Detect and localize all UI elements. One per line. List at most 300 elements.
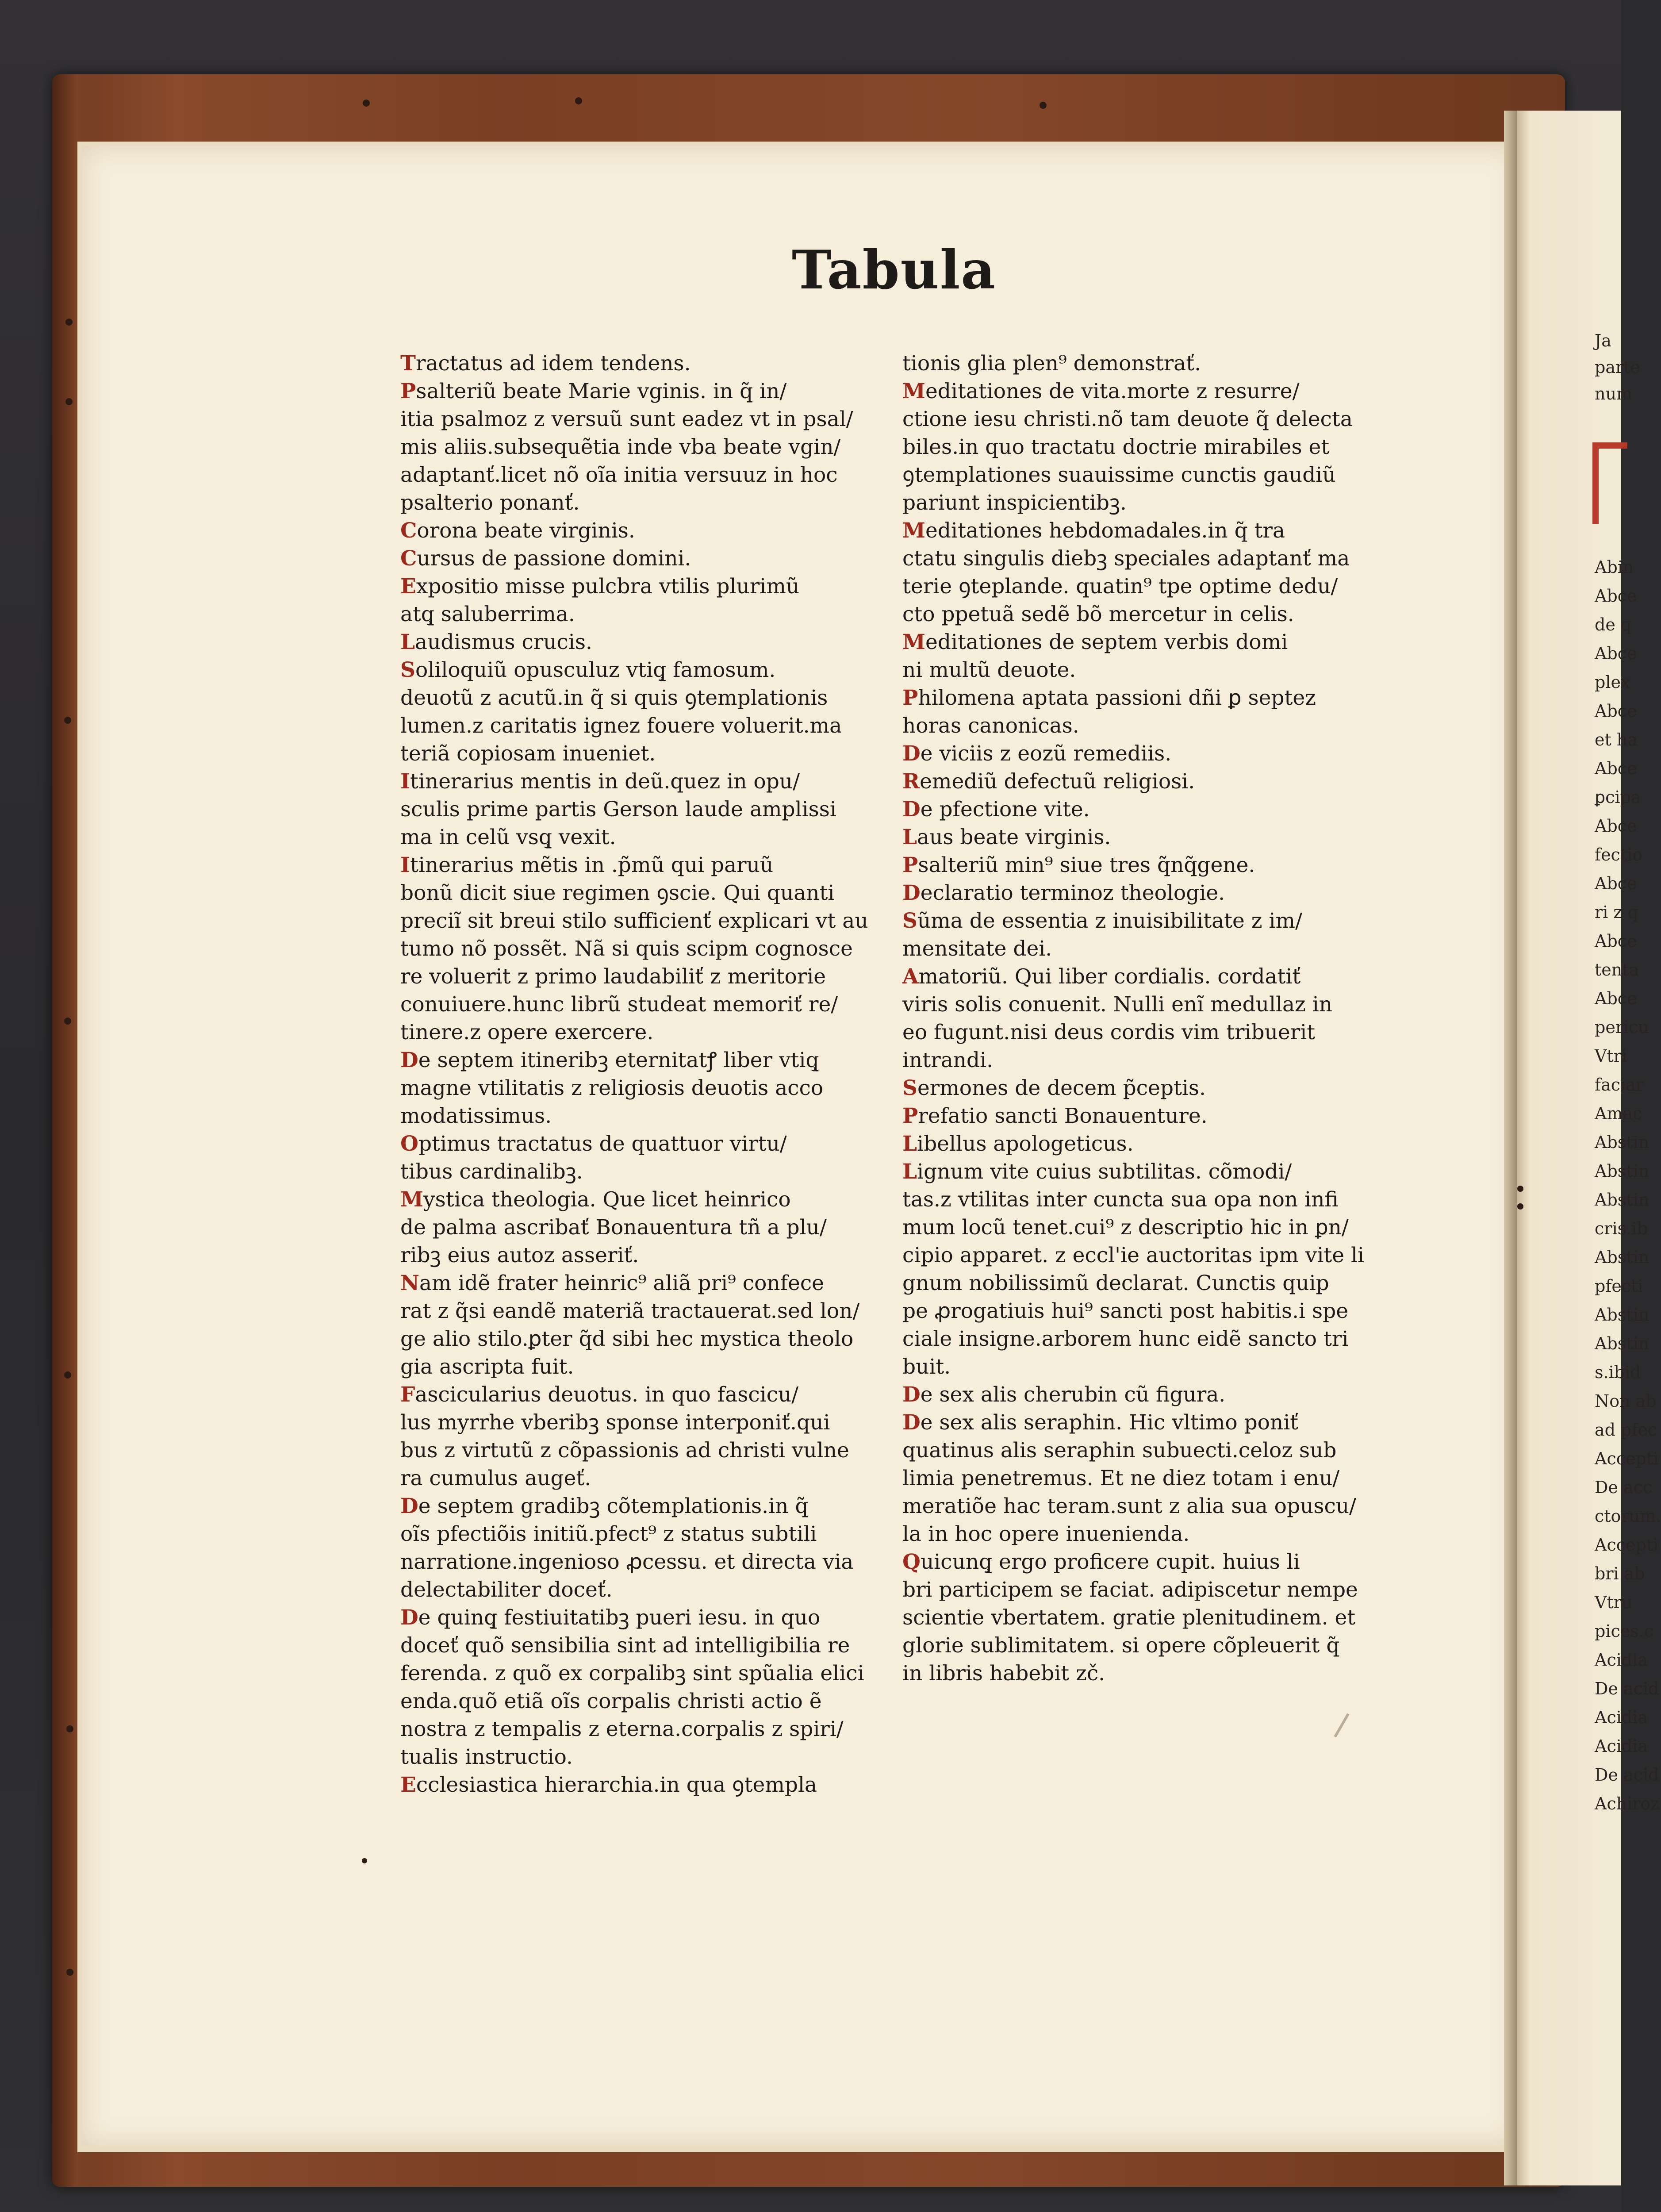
text-line: [902, 991, 1364, 1018]
text-line: [902, 1576, 1364, 1604]
red-initial: A: [902, 964, 919, 989]
facing-line: Abstin: [1595, 1334, 1649, 1353]
line-text: editationes hebdomadales.in q̃ tra: [925, 518, 1285, 543]
text-line: [902, 1241, 1364, 1269]
text-line: [902, 851, 1364, 879]
facing-line: bri ab: [1595, 1564, 1645, 1583]
text-line: [902, 1102, 1364, 1130]
red-initial: Q: [902, 1550, 921, 1574]
line-text: cipio apparet. z eccl'ie auctoritas ipm vite li: [902, 1243, 1365, 1267]
text-line: [902, 1018, 1364, 1046]
facing-line: Abce: [1595, 989, 1637, 1008]
facing-line: Abce: [1595, 759, 1637, 778]
red-initial: S: [902, 909, 917, 933]
red-initial: C: [400, 546, 417, 571]
text-line: [400, 1269, 868, 1297]
facing-line: et ha: [1595, 730, 1638, 749]
text-line: [400, 433, 868, 461]
red-initial: S: [400, 658, 415, 682]
line-text: pe ꝓrogatiuis hui⁹ sancti post habitis.i spe: [902, 1299, 1349, 1323]
line-text: ractatus ad idem tendens.: [415, 351, 691, 376]
line-text: tibus cardinalibꝫ.: [400, 1160, 583, 1184]
text-line: [902, 377, 1364, 405]
red-initial: D: [400, 1605, 418, 1630]
red-initial: O: [400, 1132, 418, 1156]
text-line: [902, 1604, 1364, 1632]
line-text: la in hoc opere inuenienda.: [902, 1522, 1190, 1546]
binding-hole: [64, 1371, 71, 1379]
text-line: [902, 823, 1364, 851]
line-text: uicunq̧ ergo proficere cupit. huius li: [920, 1550, 1300, 1574]
line-text: am idẽ frater heinric⁹ aliã pri⁹ confece: [419, 1271, 824, 1295]
line-text: eclaratio terminoz theologie.: [920, 881, 1225, 905]
text-line: [400, 1158, 868, 1186]
text-line: [400, 1297, 868, 1325]
facing-line: Acidia: [1595, 1708, 1648, 1727]
text-line: [902, 1409, 1364, 1436]
text-line: [902, 1381, 1364, 1409]
red-initial: P: [902, 686, 918, 710]
page-spot: [1517, 1186, 1523, 1192]
line-text: tinere.z opere exercere.: [400, 1020, 654, 1045]
facing-line: Achiroz: [1595, 1794, 1660, 1813]
line-text: editationes de vita.morte z resurre/: [925, 379, 1300, 403]
text-line: [400, 1715, 868, 1743]
line-text: meratiõe hac teram.sunt z alia sua opuscu/: [902, 1494, 1356, 1518]
facing-line: pfecti: [1595, 1276, 1643, 1296]
facing-line: ꝑcipa: [1595, 787, 1641, 807]
text-line: [400, 1353, 868, 1381]
text-line: [902, 517, 1364, 545]
red-initial: D: [902, 1382, 921, 1407]
line-text: mum locũ tenet.cui⁹ z descriptio hic in ꝑn/: [902, 1215, 1349, 1240]
text-line: [902, 935, 1364, 963]
facing-line: plex: [1595, 672, 1630, 692]
facing-line: Non ab: [1595, 1391, 1657, 1411]
line-text: tinerarius mentis in deũ.quez in opu/: [410, 769, 800, 794]
line-text: xpositio misse pulcbra vtilis plurimũ: [416, 574, 800, 599]
text-line: [902, 628, 1364, 656]
line-text: e viciis z eozũ remediis.: [920, 741, 1172, 766]
line-text: ciale insigne.arborem hunc eidẽ sancto tri: [902, 1327, 1349, 1351]
facing-line: Acidia: [1595, 1650, 1648, 1670]
text-line: [902, 1520, 1364, 1548]
line-text: bonũ dicit siue regimen ꝯscie. Qui quanti: [400, 881, 835, 905]
line-text: preciĩ sit breui stilo sufficienť explicari vt au: [400, 909, 868, 933]
line-text: ctione iesu christi.nõ tam deuote q̃ delecta: [902, 407, 1353, 431]
red-initial: L: [400, 630, 415, 654]
text-line: [902, 349, 1364, 377]
red-initial: D: [902, 881, 921, 905]
text-line: [902, 461, 1364, 489]
text-line: [400, 1074, 868, 1102]
text-line: [902, 545, 1364, 572]
binding-hole: [65, 319, 73, 326]
text-line: [400, 768, 868, 795]
line-text: e septem itineribꝫ eternitatꝭ liber vtiq̧: [418, 1048, 819, 1072]
text-line: [902, 1297, 1364, 1325]
line-text: aus beate virginis.: [917, 825, 1111, 849]
facing-line: Vtri: [1595, 1046, 1627, 1066]
text-line: [902, 1548, 1364, 1576]
line-text: mis aliis.subsequẽtia inde vba beate vgin/: [400, 435, 841, 459]
text-line: [400, 517, 868, 545]
line-text: modatissimus.: [400, 1104, 552, 1128]
facing-line: Abce: [1595, 644, 1637, 663]
line-text: rat z q̃si eandẽ materiã tractauerat.sed lon/: [400, 1299, 860, 1323]
text-line: [400, 879, 868, 907]
line-text: ferenda. z quõ ex corpalibꝫ sint spũalia elici: [400, 1661, 864, 1686]
binding-hole: [66, 1969, 73, 1976]
facing-line: fectio: [1595, 845, 1643, 864]
line-text: audismus crucis.: [415, 630, 592, 654]
facing-page-text: [1595, 553, 1661, 1818]
text-line: [400, 1687, 868, 1715]
facing-line: ri z q: [1595, 902, 1638, 922]
line-text: emediũ defectuũ religiosi.: [920, 769, 1195, 794]
text-line: [902, 489, 1364, 517]
facing-line: faciar: [1595, 1075, 1644, 1094]
line-text: e sex alis cherubin cũ figura.: [920, 1382, 1226, 1407]
line-text: sculis prime partis Gerson laude amplissi: [400, 797, 836, 822]
text-line: [902, 1214, 1364, 1241]
binding-hole: [363, 100, 370, 107]
text-line: [400, 628, 868, 656]
text-line: [902, 600, 1364, 628]
line-text: delectabiliter doceť.: [400, 1578, 613, 1602]
red-initial: P: [902, 1104, 918, 1128]
facing-line: Abce: [1595, 816, 1637, 836]
facing-line: Accepti: [1595, 1535, 1659, 1555]
text-line: [902, 879, 1364, 907]
text-line: [400, 1130, 868, 1158]
text-line: [400, 1464, 868, 1492]
text-line: [400, 1436, 868, 1464]
text-line: [902, 1325, 1364, 1353]
text-line: [902, 795, 1364, 823]
line-text: lumen.z caritatis ignez fouere voluerit.ma: [400, 714, 842, 738]
facing-line: pices.c: [1595, 1621, 1654, 1641]
text-line: [400, 1492, 868, 1520]
line-text: itia psalmoz z versuũ sunt eadez vt in psal/: [400, 407, 853, 431]
text-line: [400, 377, 868, 405]
red-initial: D: [902, 1410, 921, 1435]
line-text: biles.in quo tractatu doctrie mirabiles et: [902, 435, 1330, 459]
line-text: terie ꝯteplande. quatin⁹ tpe optime dedu/: [902, 574, 1338, 599]
line-text: magne vtilitatis z religiosis deuotis acco: [400, 1076, 824, 1100]
facing-line: pericu: [1595, 1018, 1649, 1037]
line-text: ignum vite cuius subtilitas. cõmodi/: [917, 1160, 1292, 1184]
line-text: adaptanť.licet nõ oĩa initia versuuz in hoc: [400, 463, 838, 487]
text-line: [400, 851, 868, 879]
red-initial: E: [400, 1773, 416, 1797]
text-line: [902, 1269, 1364, 1297]
red-initial: D: [902, 797, 921, 822]
binding-hole: [64, 717, 71, 724]
line-text: ꝯtemplationes suauissime cunctis gaudiũ: [902, 463, 1336, 487]
line-text: ma in celũ vsq̧ vexit.: [400, 825, 616, 849]
red-initial-mark: [1592, 442, 1627, 524]
text-line: [902, 1353, 1364, 1381]
facing-line: Abstin: [1595, 1248, 1649, 1267]
text-line: [902, 684, 1364, 712]
text-line: [400, 1102, 868, 1130]
line-text: gia ascripta fuit.: [400, 1355, 574, 1379]
text-line: [902, 572, 1364, 600]
text-line: [400, 1214, 868, 1241]
binding-hole: [1040, 102, 1047, 109]
line-text: doceť quõ sensibilia sint ad intelligibilia re: [400, 1633, 850, 1658]
text-line: [400, 405, 868, 433]
text-line: [400, 1604, 868, 1632]
facing-line: De acid: [1595, 1765, 1659, 1785]
line-text: ibellus apologeticus.: [917, 1132, 1134, 1156]
text-line: [902, 656, 1364, 684]
text-line: [400, 1018, 868, 1046]
line-text: ptimus tractatus de quattuor virtu/: [418, 1132, 787, 1156]
red-initial: P: [400, 379, 416, 403]
red-initial: M: [902, 630, 926, 654]
red-initial: T: [400, 351, 416, 376]
red-initial: E: [400, 574, 416, 599]
text-line: [400, 1771, 868, 1799]
line-text: e septem gradibꝫ cõtemplationis.in q̃: [418, 1494, 809, 1518]
facing-line: Acidia: [1595, 1736, 1648, 1756]
text-line: [400, 1046, 868, 1074]
facing-line: Abstin: [1595, 1305, 1649, 1325]
line-text: mensitate dei.: [902, 937, 1052, 961]
line-text: e quinq̧ festiuitatibꝫ pueri iesu. in quo: [418, 1605, 821, 1630]
facing-line: de q: [1595, 615, 1632, 634]
line-text: gnum nobilissimũ declarat. Cunctis quip: [902, 1271, 1329, 1295]
line-text: conuiuere.hunc librũ studeat memoriť re/: [400, 992, 838, 1017]
text-line: [400, 1520, 868, 1548]
red-initial: M: [400, 1187, 424, 1212]
facing-line: Abstin: [1595, 1161, 1649, 1181]
text-line: [400, 545, 868, 572]
text-line: [400, 1381, 868, 1409]
text-line: [902, 963, 1364, 991]
text-line: [902, 1464, 1364, 1492]
text-line: [400, 991, 868, 1018]
facing-line: ctorum.: [1595, 1506, 1661, 1526]
red-initial: L: [902, 825, 917, 849]
facing-line: Accepti: [1595, 1449, 1659, 1468]
text-line: [400, 740, 868, 768]
facing-line: Abce: [1595, 874, 1637, 893]
text-line: [400, 489, 868, 517]
line-text: tionis glia plen⁹ demonstrať.: [902, 351, 1201, 376]
line-text: bus z virtutũ z cõpassionis ad christi vulne: [400, 1438, 849, 1463]
facing-page-heading: [1595, 327, 1640, 407]
line-text: narratione.ingenioso ꝓcessu. et directa via: [400, 1550, 854, 1574]
red-initial: N: [400, 1271, 419, 1295]
line-text: lus myrrhe vberibꝫ sponse interponiť.qui: [400, 1410, 830, 1435]
text-line: [400, 600, 868, 628]
line-text: tualis instructio.: [400, 1745, 573, 1769]
binding-hole: [66, 1725, 73, 1732]
red-initial: L: [902, 1132, 917, 1156]
text-line: [902, 1130, 1364, 1158]
line-text: deuotũ z acutũ.in q̃ si quis ꝯtemplationis: [400, 686, 828, 710]
line-text: re voluerit z primo laudabiliť z meritorie: [400, 964, 826, 989]
line-text: bri participem se faciat. adipiscetur nempe: [902, 1578, 1358, 1602]
text-line: [400, 1186, 868, 1214]
binding-hole: [575, 97, 582, 104]
facing-line: Ja: [1595, 331, 1611, 350]
line-text: atq̧ saluberrima.: [400, 602, 575, 626]
red-initial: I: [400, 769, 410, 794]
facing-line: Amac: [1595, 1104, 1642, 1123]
text-line: [400, 684, 868, 712]
line-text: ursus de passione domini.: [417, 546, 691, 571]
line-text: oĩs pfectiõis initiũ.pfect⁹ z status subtili: [400, 1522, 817, 1546]
text-line: [902, 1632, 1364, 1659]
text-line: [902, 1186, 1364, 1214]
line-text: ge alio stilo.ꝑter q̃d sibi hec mystica theolo: [400, 1327, 854, 1351]
text-line: [400, 349, 868, 377]
text-line: [400, 1241, 868, 1269]
line-text: salteriũ beate Marie vginis. in q̃ in/: [416, 379, 787, 403]
text-line: [400, 935, 868, 963]
facing-line: s.ibid: [1595, 1363, 1641, 1382]
red-initial: M: [902, 379, 926, 403]
line-text: salteriũ min⁹ siue tres q̃nq̃gene.: [918, 853, 1255, 877]
red-initial: D: [400, 1494, 418, 1518]
line-text: orona beate virginis.: [417, 518, 635, 543]
line-text: ystica theologia. Que licet heinrico: [423, 1187, 791, 1212]
text-line: [400, 963, 868, 991]
facing-line: Abin: [1595, 557, 1634, 577]
text-line: [902, 1158, 1364, 1186]
facing-line: num: [1595, 384, 1632, 403]
facing-line: parte: [1595, 357, 1640, 377]
text-line: [400, 461, 868, 489]
line-text: cclesiastica hierarchia.in qua ꝯtempla: [416, 1773, 817, 1797]
line-text: scientie vbertatem. gratie plenitudinem. et: [902, 1605, 1356, 1630]
line-text: quatinus alis seraphin subuecti.celoz sub: [902, 1438, 1337, 1463]
facing-line: cris.ib: [1595, 1219, 1648, 1238]
facing-line: ad pfec: [1595, 1420, 1657, 1440]
binding-hole: [65, 398, 73, 405]
red-initial: D: [902, 741, 921, 766]
text-line: [400, 572, 868, 600]
facing-line: Abce: [1595, 701, 1637, 721]
red-initial: F: [400, 1382, 415, 1407]
text-line: [902, 768, 1364, 795]
line-text: glorie sublimitatem. si opere cõpleuerit q̃: [902, 1633, 1340, 1658]
line-text: pariunt inspicientibꝫ.: [902, 491, 1127, 515]
line-text: editationes de septem verbis domi: [925, 630, 1288, 654]
line-text: viris solis conuenit. Nulli enĩ medullaz in: [902, 992, 1333, 1017]
text-line: [902, 712, 1364, 740]
text-line: [902, 1659, 1364, 1687]
line-text: e sex alis seraphin. Hic vltimo poniť: [920, 1410, 1299, 1435]
line-text: ermones de decem p̃ceptis.: [917, 1076, 1206, 1100]
text-line: [902, 405, 1364, 433]
red-initial: C: [400, 518, 417, 543]
line-text: horas canonicas.: [902, 714, 1079, 738]
text-line: [400, 1659, 868, 1687]
page-title: Tabula: [792, 239, 997, 301]
line-text: ni multũ deuote.: [902, 658, 1076, 682]
line-text: in libris habebit zč.: [902, 1661, 1105, 1686]
facing-line: Vtru: [1595, 1593, 1633, 1612]
text-line: [400, 656, 868, 684]
line-text: tumo nõ possẽt. Nã si quis scipm cognosce: [400, 937, 853, 961]
line-text: ũma de essentia z inuisibilitate z im/: [917, 909, 1302, 933]
text-line: [400, 1576, 868, 1604]
line-text: psalterio ponanť.: [400, 491, 580, 515]
text-line: [902, 1046, 1364, 1074]
line-text: oliloquiũ opusculuz vtiq̧ famosum.: [415, 658, 776, 682]
facing-line: De acc: [1595, 1478, 1653, 1497]
line-text: cto ppetuã sedẽ bõ mercetur in celis.: [902, 602, 1294, 626]
line-text: nostra z tempalis z eterna.corpalis z spiri/: [400, 1717, 844, 1741]
text-line: [902, 907, 1364, 935]
right-text-column: [902, 349, 1364, 1687]
facing-line: Abce: [1595, 931, 1637, 951]
facing-line: De acid: [1595, 1679, 1659, 1698]
line-text: ra cumulus augeť.: [400, 1466, 591, 1490]
line-text: refatio sancti Bonauenture.: [918, 1104, 1208, 1128]
page-spot: [1517, 1203, 1523, 1210]
text-line: [902, 1436, 1364, 1464]
line-text: ctatu singulis diebꝫ speciales adaptanť ma: [902, 546, 1350, 571]
line-text: hilomena aptata passioni dñi ꝑ septez: [918, 686, 1316, 710]
text-line: [400, 823, 868, 851]
text-line: [400, 1409, 868, 1436]
line-text: e pfectione vite.: [920, 797, 1090, 822]
line-text: matoriũ. Qui liber cordialis. cordatiť: [918, 964, 1301, 989]
red-initial: M: [902, 518, 926, 543]
line-text: eo fugunt.nisi deus cordis vim tribuerit: [902, 1020, 1316, 1045]
text-line: [902, 740, 1364, 768]
facing-line: Abce: [1595, 586, 1637, 606]
facing-line: Abstin: [1595, 1190, 1649, 1210]
binding-hole: [64, 1018, 71, 1025]
line-text: enda.quõ etiã oĩs corpalis christi actio ẽ: [400, 1689, 822, 1713]
line-text: tas.z vtilitas inter cuncta sua opa non infi: [902, 1187, 1339, 1212]
line-text: intrandi.: [902, 1048, 994, 1072]
text-line: [400, 1632, 868, 1659]
facing-line: Abstin: [1595, 1133, 1649, 1152]
line-text: limia penetremus. Et ne diez totam i enu/: [902, 1466, 1340, 1490]
text-line: [400, 712, 868, 740]
line-text: tinerarius mẽtis in .p̃mũ qui paruũ: [410, 853, 774, 877]
text-line: [400, 1548, 868, 1576]
line-text: de palma ascribať Bonauentura tñ a plu/: [400, 1215, 827, 1240]
text-line: [400, 795, 868, 823]
red-initial: S: [902, 1076, 917, 1100]
left-text-column: [400, 349, 868, 1799]
line-text: teriã copiosam inueniet.: [400, 741, 656, 766]
line-text: buit.: [902, 1355, 951, 1379]
text-line: [902, 1074, 1364, 1102]
text-line: [902, 433, 1364, 461]
line-text: ascicularius deuotus. in quo fascicu/: [415, 1382, 799, 1407]
red-initial: L: [902, 1160, 917, 1184]
red-initial: R: [902, 769, 920, 794]
text-line: [400, 1325, 868, 1353]
red-initial: P: [902, 853, 918, 877]
facing-line: tenta: [1595, 960, 1639, 979]
text-line: [400, 1743, 868, 1771]
line-text: ribꝫ eius autoz asseriť.: [400, 1243, 639, 1267]
red-initial: D: [400, 1048, 418, 1072]
red-initial: I: [400, 853, 410, 877]
text-line: [400, 907, 868, 935]
